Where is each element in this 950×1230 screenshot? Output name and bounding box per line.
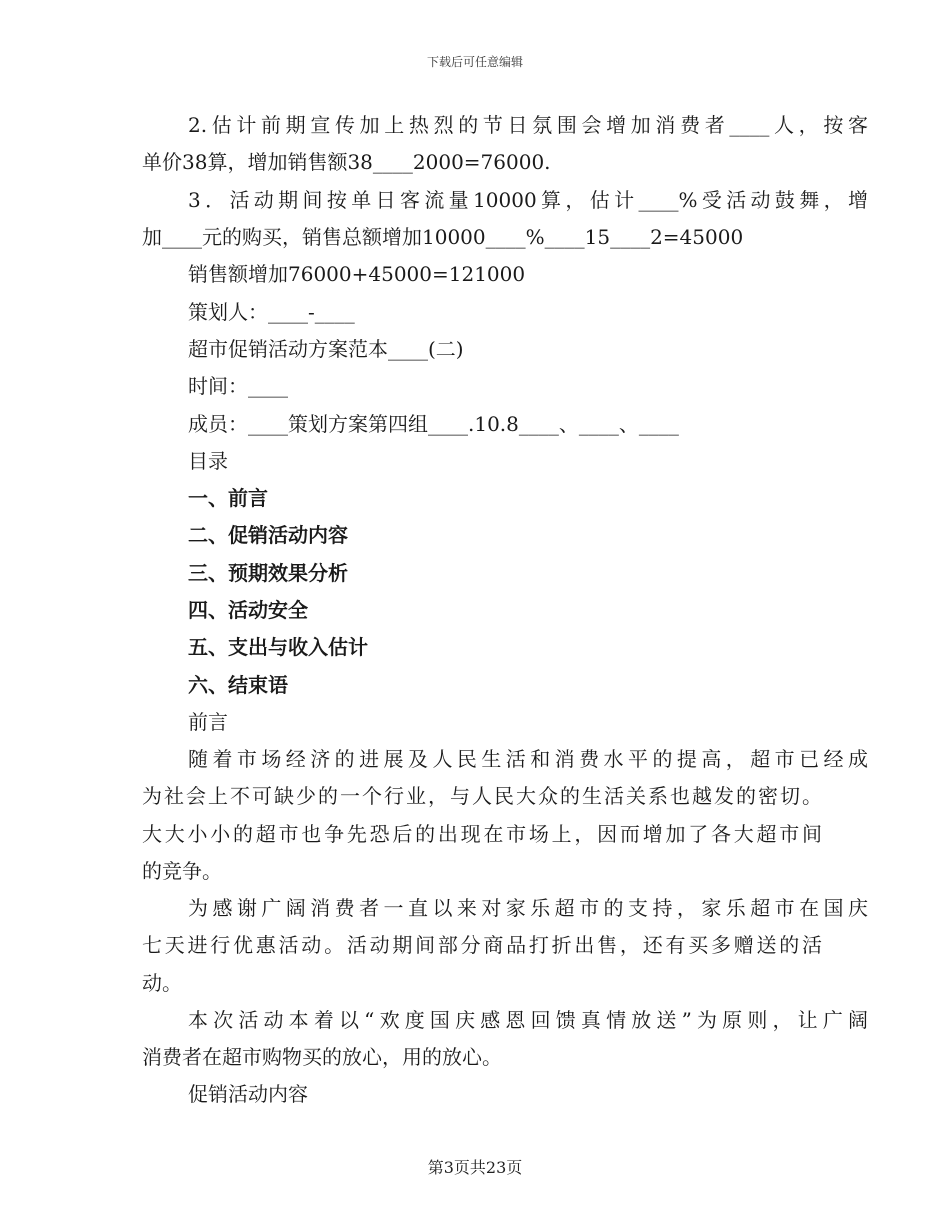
paragraph-line: 单价38算，增加销售额38____2000=76000. [142, 150, 551, 174]
section-title: 超市促销活动方案范本____(二) [188, 337, 464, 361]
paragraph-line: 2.估计前期宣传加上热烈的节日氛围会增加消费者____人，按客 [188, 113, 868, 137]
paragraph-line: 3．活动期间按单日客流量10000算，估计____%受活动鼓舞，增 [188, 188, 868, 212]
toc-item: 六、结束语 [188, 673, 288, 697]
paragraph-line: 加____元的购买，销售总额增加10000____%____15____2=45000 [142, 225, 744, 249]
paragraph-line: 本次活动本着以“欢度国庆感恩回馈真情放送”为原则，让广阔 [188, 1008, 868, 1032]
toc-item: 一、前言 [188, 486, 268, 510]
section-heading: 促销活动内容 [188, 1082, 308, 1106]
planner-line: 策划人：____-____ [188, 300, 355, 324]
toc-item: 四、活动安全 [188, 598, 308, 622]
members-line: 成员：____策划方案第四组____.10.8____、____、____ [188, 412, 679, 436]
page-header: 下载后可任意编辑 [426, 55, 523, 69]
section-heading: 前言 [188, 710, 228, 734]
paragraph-line: 七天进行优惠活动。活动期间部分商品打折出售，还有买多赠送的活 [142, 933, 822, 957]
page-footer: 第3页共23页 [427, 1158, 523, 1177]
toc-heading: 目录 [188, 449, 228, 473]
toc-item: 五、支出与收入估计 [188, 635, 368, 659]
paragraph-line: 为感谢广阔消费者一直以来对家乐超市的支持，家乐超市在国庆 [188, 896, 868, 920]
toc-item: 三、预期效果分析 [188, 561, 348, 585]
paragraph-line: 销售额增加76000+45000=121000 [188, 262, 526, 286]
paragraph-line: 随着市场经济的进展及人民生活和消费水平的提高，超市已经成 [188, 747, 868, 771]
paragraph-line: 动。 [142, 971, 182, 995]
paragraph-line: 大大小小的超市也争先恐后的出现在市场上，因而增加了各大超市间 [142, 822, 822, 846]
paragraph-line: 消费者在超市购物买的放心，用的放心。 [142, 1045, 502, 1069]
time-line: 时间：____ [188, 374, 288, 398]
paragraph-line: 为社会上不可缺少的一个行业，与人民大众的生活关系也越发的密切。 [142, 784, 822, 808]
paragraph-line: 的竞争。 [142, 859, 222, 883]
toc-item: 二、促销活动内容 [188, 523, 348, 547]
